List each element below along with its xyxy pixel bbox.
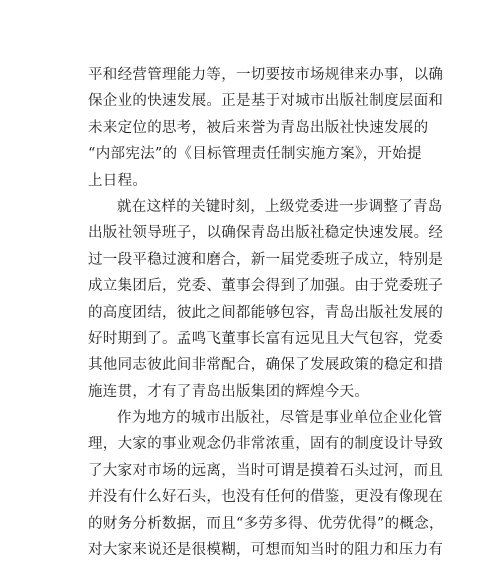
text-line: 成立集团后，党委、董事会得到了加强。由于党委班子 xyxy=(88,278,444,295)
body-text xyxy=(88,62,444,563)
text-line: 未来定位的思考，被后来誉为青岛出版社快速发展的 xyxy=(88,119,429,136)
text-line: 就在这样的关键时刻，上级党委进一步调整了青岛 xyxy=(117,198,443,215)
text-line: 的财务分析数据，而且“多劳多得、优劳优得”的概念， xyxy=(88,515,444,532)
text-line: 施连贯，才有了青岛出版集团的辉煌今天。 xyxy=(88,383,370,400)
text-line: 好时期到了。孟鸣飞董事长富有远见且大气包容，党委 xyxy=(88,330,444,347)
text-line: 了大家对市场的远离，当时可谓是摸着石头过河，而且 xyxy=(88,462,444,479)
text-line: 并没有什么好石头，也没有任何的借鉴，更没有像现在 xyxy=(88,489,444,506)
text-line: 上日程。 xyxy=(88,172,148,189)
text-line: 过一段平稳过渡和磨合，新一届党委班子成立，特别是 xyxy=(88,251,444,268)
text-line: 保企业的快速发展。正是基于对城市出版社制度层面和 xyxy=(88,93,444,110)
text-line: 出版社领导班子，以确保青岛出版社稳定快速发展。经 xyxy=(88,225,444,242)
text-line: 其他同志彼此间非常配合，确保了发展政策的稳定和措 xyxy=(88,357,444,374)
text-line: 对大家来说还是很模糊，可想而知当时的阻力和压力有 xyxy=(88,542,444,559)
text-line: 平和经营管理能力等，一切要按市场规律来办事，以确 xyxy=(88,67,444,83)
text-line: 的高度团结，彼此之间都能够包容，青岛出版社发展的 xyxy=(88,304,444,321)
text-line: “内部宪法”的《目标管理责任制实施方案》，开始提 xyxy=(88,146,422,163)
text-line: 理，大家的事业观念仍非常浓重，固有的制度设计导致 xyxy=(88,436,444,453)
text-line: 作为地方的城市出版社，尽管是事业单位企业化管 xyxy=(117,410,443,427)
